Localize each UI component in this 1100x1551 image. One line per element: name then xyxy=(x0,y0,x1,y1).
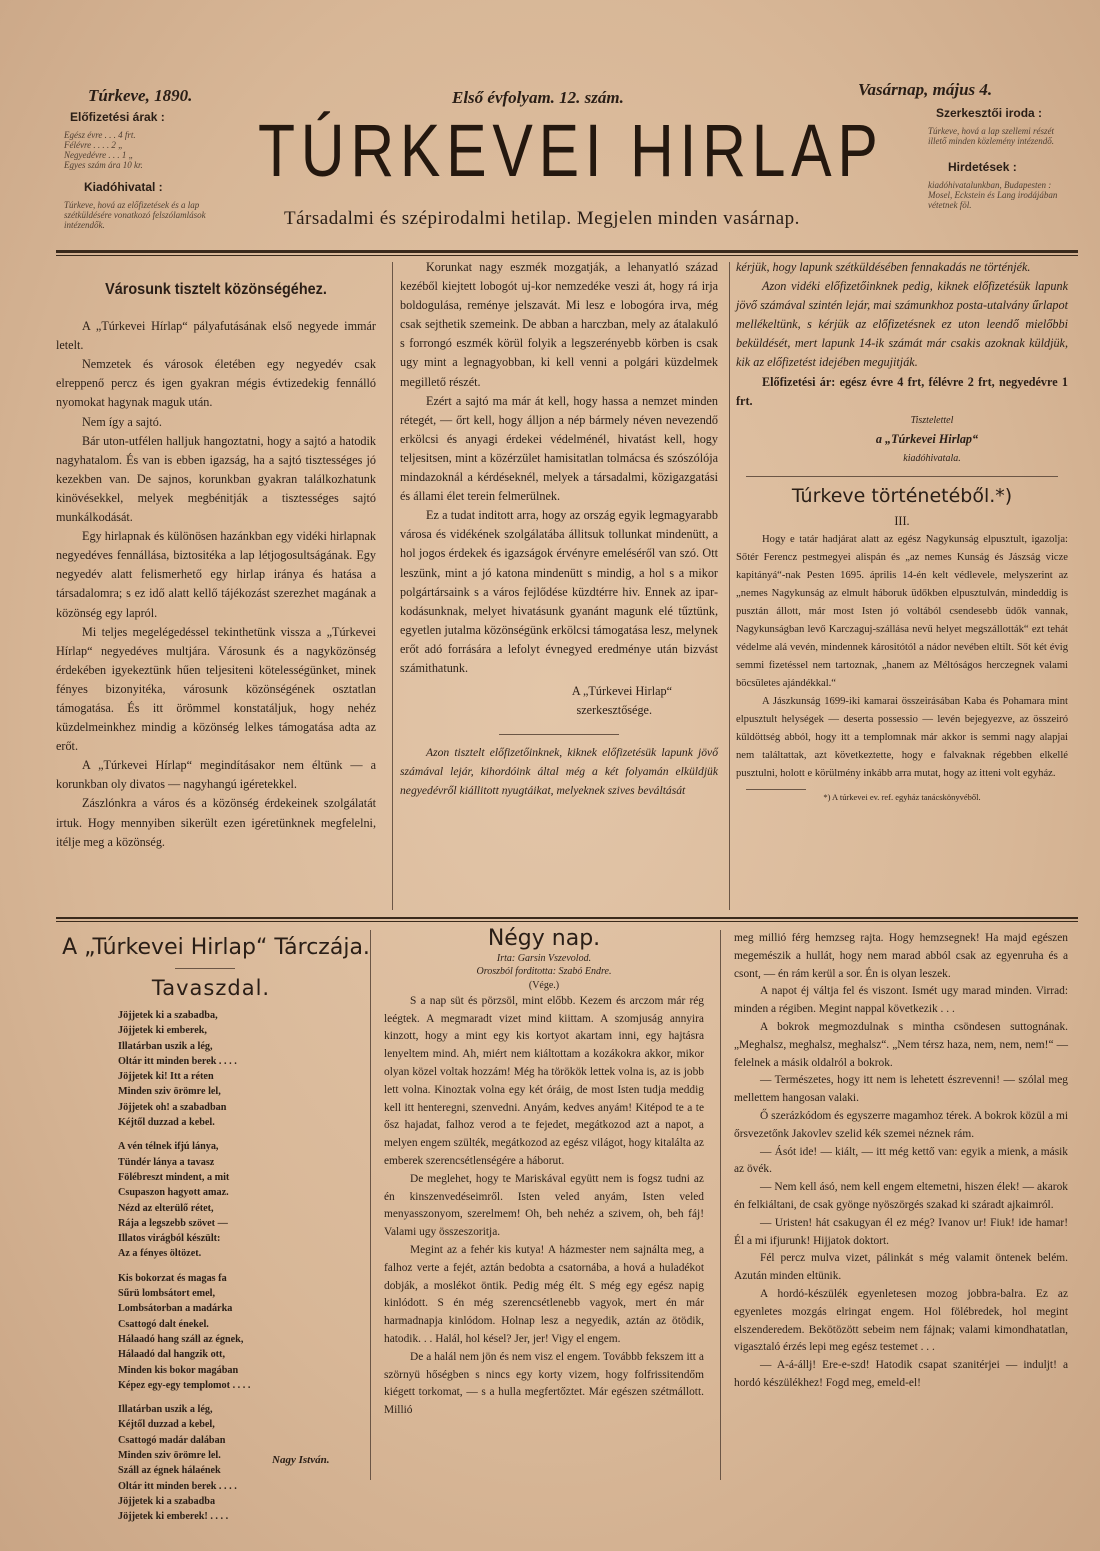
poem-line: Rája a legszebb szövet — xyxy=(118,1217,228,1229)
poem-line: Nézd az elterülő rétet, xyxy=(118,1202,214,1214)
poem-line: Az a fényes öltözet. xyxy=(118,1248,202,1260)
story-translator: Oroszból forditotta: Szabó Endre. xyxy=(476,965,612,977)
history-paragraph: Hogy e tatár hadjárat alatt az egész Nagykunság elpusztult, igazolja: Sőtér Ferencz pestmegyei alispán és „az nemes Kunság és Jászság vicze kapitányá“-nak Pesten 1695. április 14-én kelt védlevele, melyszerint az „nemes Nagykunság az elmult háboruk üdőkben elpusztulván, mindeddig is pusztán állott, már most Isten jó voltából csendesebb üdők vannak, Nagykunságban levő Karczaguj-szállása nevű helyet megszállották“ ezt tehát védelme alá vevén, mindennek kárositótól a nádor nevében eltilt. Sőt két évig semmi fizetéssel nem tartoznak, „hanem az Méltóságos herczegnek valami böcsületes ajándékkal.“ xyxy=(736,534,1068,690)
poem-line: Illatárban uszik a lég, xyxy=(118,1404,213,1416)
footnote-rule xyxy=(746,789,806,790)
article-paragraph: A „Túrkevei Hírlap“ pályafutásának első negyede immár letelt. xyxy=(56,319,376,353)
story-paragraph: A hordó-készülék egyenletesen mozog jobbra-balra. Ez az egyenletes mozgás elringat engem. Hol fölébredek, hol megint elszenderedem. Bekötözött sebeim nem fájnak; valami kimondhatatlan, vigasztaló érzés lepi meg egész testemet . . . xyxy=(734,1287,1068,1354)
masthead-rule xyxy=(56,250,1078,253)
history-heading: Túrkeve történetéből.*) xyxy=(791,485,1013,508)
price-line-single: Egyes szám ára 10 kr. xyxy=(64,160,143,170)
poem xyxy=(118,1008,368,1534)
poem-line: Hálaadó hang száll az égnek, xyxy=(118,1333,244,1345)
poem-line: Fölébreszt mindent, a mit xyxy=(118,1171,230,1183)
article-paragraph: Mi teljes megelégedéssel tekinthetünk vissza a „Túrkevei Hírlap“ negyedéves multjára. Városunk és a nagyközönség érdekében igyekeztünk hűen teljesiteni kötelességünket, minek fényes bizonyitéka, városunk közönségének osztatlan támogatása. És itt örömmel konstatáljuk, hogy nehéz küzdelmeinkhez mindig a közönség lelkes támogatása adta az erőt. xyxy=(56,624,376,754)
notice-paragraph: Azon vidéki előfizetőinknek pedig, kiknek előfizetésük lapunk jövő számával szintén lejár, mai számunkhoz posta-utalvány űrlapot mellékeltünk, s kérjük az előfizetésnek ez uton leendő mielőbbi beküldését, mert lapunk 14-ik számát már csakis azoknak küldjük, kik az előfizetést idejében megujitják. xyxy=(736,279,1068,370)
story-paragraph: — Nem kell ásó, nem kell engem eltemetni, hiszen élek! — akarok én felkiáltani, de csak gyönge nyöszörgés szakad ki száradt ajkaimról. xyxy=(734,1181,1068,1211)
article-paragraph: Nemzetek és városok életében egy negyedév csak elreppenő percz és igen gyakran mégis évtizedekig fennálló nyomokat hagynak maguk után. xyxy=(56,357,376,410)
column-divider xyxy=(729,262,730,910)
tarcza-underline xyxy=(175,968,235,969)
publisher-text: Túrkeve, hová az előfizetések és a lap szétküldésére vonatkozó felszólamlások intézendők. xyxy=(64,200,206,230)
history-footnote: *) A túrkevei ev. ref. egyház tanácskönyvéből. xyxy=(823,792,981,803)
notice-column xyxy=(736,258,1068,803)
history-paragraph: A Jászkunság 1699-iki kamarai összeirásában Kaba és Pohamara mint elpusztult helységek — deserta possessio — levén bejegyezve, az összeiró küldöttség abból, hogy itt a templomnak már akkor is semmi nagy alapjai nem találtattak, azt következtette, hogy e falvaknak régebben elkellé pusztulni, holott e körülmény inkább arra mutat, hogy az itteni volt egyház. xyxy=(736,696,1068,780)
editorial-signature: A „Túrkevei Hirlap“ xyxy=(571,684,672,699)
poem-line: Jöjjetek ki a szabadba xyxy=(118,1495,216,1507)
poem-stanza xyxy=(118,1008,368,1130)
poem-line: Kéjtől duzzad a kebel. xyxy=(118,1117,215,1129)
story-paragraph: — Uristen! hát csakugyan él ez még? Ivanov ur! Fiuk! ide hamar! Él a mi ifjurunk! Hijjatok doktort. xyxy=(734,1216,1068,1247)
poem-line: Illatárban uszik a lég, xyxy=(118,1040,213,1052)
poem-line: Kis bokorzat és magas fa xyxy=(118,1272,227,1284)
price-line-quarter: Negyedévre . . . 1 „ xyxy=(64,150,134,160)
poem-line: Képez egy-egy templomot . . . . xyxy=(118,1379,251,1391)
subscription-price-line: Előfizetési ár: egész évre 4 frt, félévre 2 frt, negyedévre 1 frt. xyxy=(736,374,1068,408)
story-paragraph: meg millió férg hemzseg rajta. Hogy hemzsegnek! Ha majd egészen megemészik a hullát, hogy nem marad abból csak az egyenruha és a csont, — én rám kerül a sor. Én is olyan leszek. xyxy=(734,932,1068,980)
poem-line: Csupaszon hagyott amaz. xyxy=(118,1187,229,1199)
poem-author: Nagy István. xyxy=(272,1454,330,1466)
poem-stanza xyxy=(118,1139,368,1261)
newspaper-subtitle: Társadalmi és szépirodalmi hetilap. Megjelen minden vasárnap. xyxy=(284,208,800,229)
story-paragraph: Ő szerázkódom és egyszerre magamhoz térek. A bokrok közül a mi őrsvezetőnk Jakovlev szelid kék szemei néznek rám. xyxy=(734,1109,1068,1140)
issue-number: Első évfolyam. 12. szám. xyxy=(452,88,624,107)
article-paragraph: Egy hirlapnak és különösen hazánkban egy vidéki hirlapnak negyedéves fennállása, biztositéka a lap létjogosultságának. Egy negyedév alatt felismerhető egy hirlap iránya és hatása a társadalomra; s ez idő alatt kellő tájékozást szerezhet magának a közönség egy lapról. xyxy=(56,529,376,620)
article-paragraph: Zászlónkra a város és a közönség érdekeinek szolgálatát irtuk. Hogy mennyiben sikerült ezen igéretünknek megfelelni, itélje meg a közönség. xyxy=(56,796,376,849)
article-paragraph: Ezért a sajtó ma már át kell, hogy hassa a nemzet minden rétegét, — őrt kell, hogy álljon a nép bármely néven nevezendő erkölcsi és anyagi érdekei védelménél, hivatást kell, hogy teljesitsen, mint a közérzület hamisitatlan tolmácsa és szószólója mindazoknál a kérdéseknél, melyek a társadalmi, közigazgatási és állami élet terein felmerülnek. xyxy=(400,393,718,504)
history-part: III. xyxy=(894,514,910,529)
story-heading: Négy nap. xyxy=(487,926,601,951)
poem-line: Minden sziv örömre lel, xyxy=(118,1086,221,1098)
history-separator xyxy=(746,476,1058,477)
price-line-year: Egész évre . . . 4 frt. xyxy=(64,130,136,140)
notice-sign-1: Tisztelettel xyxy=(910,414,954,426)
notice-sign-2: a „Túrkevei Hirlap“ xyxy=(875,431,979,446)
story-paragraph: — A-á-állj! Ere-e-szd! Hatodik csapat szanitérjei — induljt! a hordó készülékhez! Fogd meg, emeld-el! xyxy=(734,1359,1068,1389)
article-paragraph: Korunkat nagy eszmék mozgatják, a lehanyatló század kezéből kiejtett lobogót uj-kor nemzedéke veszi át, hogy rá irja boldogulása, reménye jelszavát. Mi lesz e lobogóra irva, még csak sejthetik szemeink. De abban a harczban, mely az átalakuló s forrongó eszmék körül folyik a legszerényebb körben is csak ugy mint a legnagyobban, ki kell venni a polgári küzdelmek megillető részét. xyxy=(400,260,718,389)
story-end-note: (Vége.) xyxy=(528,979,560,991)
subscription-box xyxy=(56,110,234,230)
story-column xyxy=(384,926,704,1420)
article-heading: Városunk tisztelt közönségéhez. xyxy=(105,281,327,298)
editor-head: Szerkesztői iroda : xyxy=(936,106,1043,120)
article-paragraph: Bár uton-utfélen halljuk hangoztatni, hogy a sajtó a hatodik nagyhatalom. És van is ebben igazság, ha a sajtó tisztességes jó kezekben van. De sajnos, korunkban gyakran találkozhatunk kinövésekkel, melyek megbénitják a tisztességes sajtó munkálkodását. xyxy=(56,433,376,525)
price-line-half: Félévre . . . . 2 „ xyxy=(64,140,124,150)
column-divider xyxy=(392,262,393,910)
poem-line: Minden kis bokor magában xyxy=(118,1364,239,1376)
column-divider xyxy=(720,930,721,1480)
notice-paragraph: Azon tisztelt előfizetőinknek, kiknek előfizetésük lapunk jövő számával lejár, kihordóink által még a két folyamán elküldjük negyedévről kiállitott nyugtáikat, melyeknek szives beváltását xyxy=(400,746,718,798)
story-paragraph: A napot éj váltja fel és viszont. Ismét ugy marad minden. Virrad: minden a régiben. Megint nappal következik . . . xyxy=(734,985,1068,1016)
story-paragraph: — Ásót ide! — kiált, — itt még kettő van: egyik a mienk, a másik az övék. xyxy=(734,1145,1068,1176)
poem-line: Jöjjetek ki a szabadba, xyxy=(118,1010,218,1021)
notice-sign-3: kiadóhivatala. xyxy=(903,452,961,464)
story-paragraph: Megint az a fehér kis kutya! A házmester nem sajnálta meg, a falhoz verte a fejét, aztán bedobta a csatornába, a hová a huladékot dobják, a moslékot öntik. Pedig még élt. S még egy egész napig kinlódott. S én még szerencsétlenebb vagyok, mert én már harmadnapja kinlódom. Holnap lesz a negyedik, aztán az ötödik, hatodik. . . Halál, hol késel? Jer, jer! Vigy el engem. xyxy=(384,1243,704,1345)
tarcza-heading: A „Túrkevei Hirlap“ Tárczája. xyxy=(62,935,370,960)
story-byline: Irta: Garsin Vszevolod. xyxy=(496,952,592,964)
poem-line: Illatos virágból készült: xyxy=(118,1233,221,1245)
story-column-continued xyxy=(734,930,1068,1393)
poem-line: Oltár itt minden berek . . . . xyxy=(118,1055,237,1067)
poem-line: Sűrü lombsátort emel, xyxy=(118,1288,216,1300)
poem-title: Tavaszdal. xyxy=(151,976,271,1000)
poem-line: Csattogó dalt énekel. xyxy=(118,1318,209,1330)
ads-head: Hirdetések : xyxy=(948,160,1017,174)
poem-stanza xyxy=(118,1402,368,1524)
publisher-head: Kiadóhivatal : xyxy=(84,180,163,194)
poem-line: Oltár itt minden berek . . . . xyxy=(118,1480,237,1492)
feuilleton-rule-thin xyxy=(56,921,1078,922)
poem-line: A vén télnek ifjú lánya, xyxy=(118,1141,219,1153)
notice-paragraph: kérjük, hogy lapunk szétküldésében fennakadás ne történjék. xyxy=(736,260,1031,274)
editor-box xyxy=(918,106,1068,210)
article-paragraph: Ez a tudat inditott arra, hogy az ország egyik legmagyarabb városa és vidékének szolgálatába állitsuk tollunkat mindenütt, a hol jogos érdekek és igazságok érvényre emeléséről van szó. Ott leszünk, mint a jó katona mindenütt s mindig, a hol s a mikor polgártársaink s a város fejlődése küzdtérre hiv. Ennek az ipar-kodásunknak, melyet hivatásunk gyanánt magunk elé tűztünk, egyetlen jutalma közönségünk erkölcsi támogatása lesz, melynek erőt adó forrására a lefolyt évnegyed eredménye után bizvást számithatunk. xyxy=(400,508,718,675)
story-paragraph: Fél percz mulva vizet, pálinkát s még valamit öntenek belém. Azután minden eltünik. xyxy=(734,1252,1068,1283)
poem-line: Tündér lánya a tavasz xyxy=(118,1156,215,1168)
poem-line: Kéjtől duzzad a kebel, xyxy=(118,1419,215,1431)
story-paragraph: — Természetes, hogy itt nem is lehetett észrevenni! — szólal meg mellettem hangosan valaki. xyxy=(734,1074,1068,1105)
poem-stanza xyxy=(118,1271,368,1393)
poem-line: Hálaadó dal hangzik ott, xyxy=(118,1349,225,1361)
poem-line: Lombsátorban a madárka xyxy=(118,1303,233,1315)
newspaper-title: TÚRKEVEI HIRLAP xyxy=(258,109,884,192)
story-paragraph: S a nap süt és pörzsöl, mint előbb. Kezem és arczom már rég leégtek. A megmaradt vizet mind kiittam. A szomjuság annyira kinzott, hogy a mint egy kis kortyot akartam inni, egy hajtásra lenyeltem mind. Ah, miért nem kiáltottam a kozákokra akkor, mikor olyan közel voltak hozzám! Még ha törökök lettek volna is, az is jobb lett volna. Kinoztak volna egy két óráig, de most Isten tudja meddig kell itt henteregni, szenvedni. Anyám, kedves anyám! Kitépod te a te ősz hajadat, falhoz verod a te fejedet, megátkozod azt a napot, a melyen engem szülték, megátkozod az egész világot, hogy kitalálta az emberek szerencsétlenségére a háborut. xyxy=(384,994,704,1167)
editorial-signature-2: szerkesztősége. xyxy=(576,703,652,718)
story-paragraph: De meglehet, hogy te Mariskával együtt nem is fogsz tudni az én kinszenvedéseimről. Isten veled anyám, Isten veled menyasszonyom, szerelmem! Oh, beh nehéz a szivem, oh, beh fáj! Valami ugy összeszoritja. xyxy=(384,1172,704,1239)
poem-line: Csattogó madár dalában xyxy=(118,1434,226,1446)
notice-separator xyxy=(499,734,619,735)
poem-line: Jöjjetek oh! a szabadban xyxy=(118,1101,227,1113)
issue-date: Vasárnap, május 4. xyxy=(858,80,993,99)
poem-line: Jöjjetek ki! Itt a réten xyxy=(118,1071,214,1083)
place-year: Túrkeve, 1890. xyxy=(88,86,193,105)
article-main xyxy=(56,280,376,852)
poem-line: Minden sziv örömre lel. xyxy=(118,1450,221,1462)
masthead-rule-thin xyxy=(56,255,1078,256)
editor-text: Túrkeve, hová a lap szellemi részét illető minden közlemény intézendő. xyxy=(928,126,1054,146)
subscription-head: Előfizetési árak : xyxy=(70,110,165,124)
article-main-continued xyxy=(400,258,718,801)
article-paragraph: A „Túrkevei Hírlap“ megindításakor nem éltünk — a korunkban oly divatos — nagyhangú igéretekkel. xyxy=(56,758,376,792)
poem-line: Száll az égnek hálaének xyxy=(118,1465,221,1477)
poem-line: Jöjjetek ki emberek! . . . . xyxy=(118,1511,229,1523)
column-divider xyxy=(370,930,371,1480)
ads-text: kiadóhivatalunkban, Budapesten : Mosel, Eckstein és Lang irodájában vétetnek föl. xyxy=(928,180,1058,210)
article-paragraph: Nem így a sajtó. xyxy=(82,414,162,429)
story-paragraph: De a halál nem jön és nem visz el engem. Továbbb fekszem itt a szörnyü hőségben s nincs egy korty vizem, hogy folfrissitendőm kiégett torkomat, — s a hulla megfertőztet. Már egészen szétmállott. Millió xyxy=(384,1350,704,1417)
poem-line: Jöjjetek ki emberek, xyxy=(118,1025,207,1037)
feuilleton-rule xyxy=(56,917,1078,919)
story-paragraph: A bokrok megmozdulnak s mintha csöndesen suttognának. „Meghalsz, meghalsz, meghalsz“. „Nem térsz haza, nem, nem, nem!“ — felelnek a másik oldalról a bokrok. xyxy=(734,1020,1068,1069)
